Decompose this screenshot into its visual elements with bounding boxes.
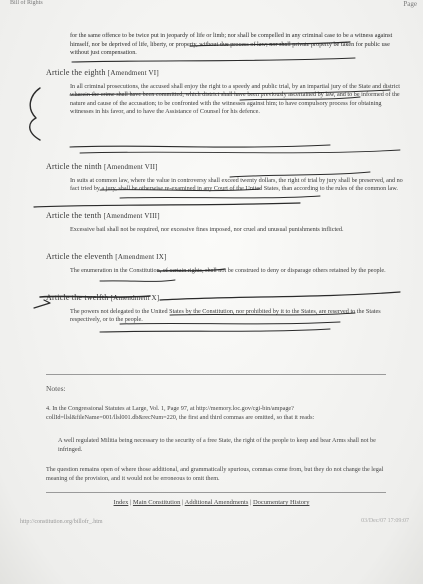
article-heading bbox=[46, 293, 406, 302]
note-quote: A well regulated Militia being necessary to the security of a free State, the right of the people to keep and bear Arms shall not be infringed. bbox=[58, 437, 376, 453]
article-eighth bbox=[46, 68, 406, 116]
header-page-label: Page bbox=[403, 0, 417, 8]
article-heading bbox=[46, 68, 406, 77]
amendment-number: [Amendment X] bbox=[110, 294, 160, 302]
header-title: Bill of Rights bbox=[10, 0, 43, 6]
print-timestamp: 03/Dec/07 17:09:07 bbox=[361, 518, 409, 524]
divider bbox=[46, 374, 386, 375]
pen-underline bbox=[120, 196, 320, 198]
footer-nav bbox=[0, 499, 423, 506]
article-title: Article the ninth bbox=[46, 162, 102, 171]
article-eleventh bbox=[46, 252, 406, 275]
article-twelfth bbox=[46, 293, 406, 325]
article-title: Article the eleventh bbox=[46, 252, 114, 261]
documentary-history-link[interactable]: Documentary History bbox=[252, 499, 310, 506]
footer-url: http://constitution.org/billofr_.htm bbox=[20, 519, 103, 525]
pen-underline bbox=[80, 150, 400, 153]
pen-underline bbox=[100, 329, 330, 332]
article-text: In suits at common law, where the value in controversy shall exceed twenty dollars, the right of trial by jury shall be preserved, and no fact tried by a jury, shall be otherwise re-examined in any Court of the United States, than according to the rules of the common law. bbox=[70, 177, 403, 193]
article-text: Excessive bail shall not be required, nor excessive fines imposed, nor cruel and unusual punishments inflicted. bbox=[70, 226, 344, 233]
article-text: In all criminal prosecutions, the accused shall enjoy the right to a speedy and public trial, by an impartial jury of the State and district wherein the crime shall have been committed, which district shall have been previously ascertained by law, and to be informed of the nature and cause of the accusation; to be confronted with the witnesses against him; to have compulsory process for obtaining witnesses in his favor, and to have the Assistance of Counsel for his defence. bbox=[70, 83, 400, 115]
article-fragment-text: for the same offence to be twice put in jeopardy of life or limb; nor shall be compelled in any criminal case to be a witness against himself, nor be deprived of life, liberty, or property, without due process of law; nor shall private property be taken for public use without just compensation. bbox=[70, 32, 393, 56]
pen-underline bbox=[34, 203, 300, 207]
article-text: The powers not delegated to the United States by the Constitution, nor prohibited by it to the States, are reserved to the States respectively, or to the people. bbox=[70, 308, 381, 324]
pen-underline bbox=[72, 58, 355, 62]
article-ninth bbox=[46, 162, 406, 194]
index-link[interactable]: Index bbox=[113, 499, 129, 506]
amendment-number: [Amendment VI] bbox=[107, 69, 159, 77]
pen-underline bbox=[70, 145, 330, 147]
article-heading bbox=[46, 162, 406, 171]
article-text: The enumeration in the Constitution, of certain rights, shall not be construed to deny or disparage others retained by the people. bbox=[70, 267, 386, 274]
article-title: Article the tenth bbox=[46, 211, 102, 220]
nav-separator: | bbox=[250, 499, 252, 506]
article-title: Article the eighth bbox=[46, 68, 106, 77]
article-heading bbox=[46, 252, 406, 261]
pen-underline bbox=[100, 280, 175, 281]
article-tenth bbox=[46, 211, 406, 234]
main-constitution-link[interactable]: Main Constitution bbox=[132, 499, 181, 506]
divider bbox=[46, 492, 386, 493]
nav-separator: | bbox=[182, 499, 184, 506]
amendment-number: [Amendment VIII] bbox=[103, 212, 160, 220]
pen-bracket-mark bbox=[30, 88, 40, 140]
additional-amendments-link[interactable]: Additional Amendments bbox=[184, 499, 249, 506]
article-title: Article the twelfth bbox=[46, 293, 109, 302]
amendment-number: [Amendment VII] bbox=[104, 163, 158, 171]
amendment-number: [Amendment IX] bbox=[115, 253, 167, 261]
note-text-2: The question remains open of where those additional, and grammatically spurious, commas come from, but they do not change the legal meaning of the provision, and it would not be erroneous to omit them. bbox=[46, 466, 384, 482]
notes-heading: Notes: bbox=[46, 384, 66, 393]
note-text: 4. In the Congressional Statutes at Large, Vol. 1, Page 97, at http://memory.loc.gov/cgi-bin/ampage?collId=llsl&fileName=001/llsl001.db&recNum=220, the first and third commas are omitted, so that it reads: bbox=[46, 405, 315, 421]
article-heading bbox=[46, 211, 406, 220]
nav-separator: | bbox=[129, 499, 132, 506]
